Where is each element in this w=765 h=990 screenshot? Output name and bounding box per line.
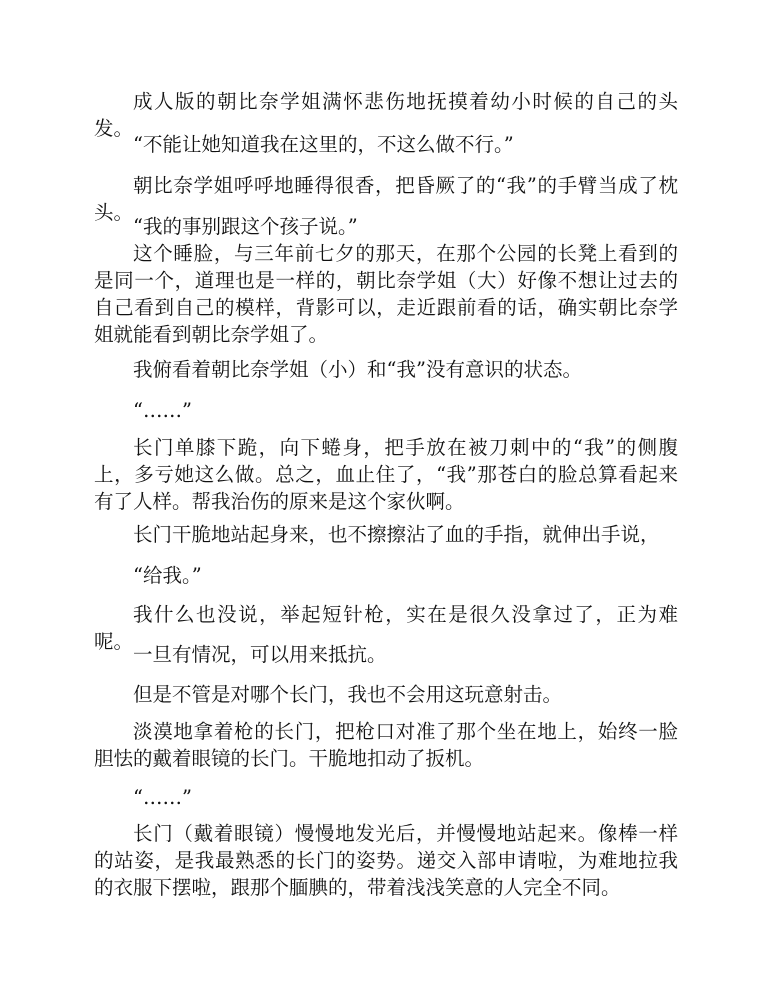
paragraph: 长门干脆地站起身来，也不擦擦沾了血的手指，就伸出手说， <box>133 523 660 546</box>
paragraph: “不能让她知道我在这里的，不这么做不行。” <box>133 133 514 156</box>
paragraph: 这个睡脸，与三年前七夕的那天，在那个公园的长凳上看到的是同一个，道理也是一样的，朝比奈学姐（大）好像不想让过去的自己看到自己的模样，背影可以，走近跟前看的话，确实朝比奈学姐就能看到朝比奈学姐了。 <box>94 242 678 346</box>
paragraph: “……” <box>133 399 192 422</box>
paragraph: 成人版的朝比奈学姐满怀悲伤地抚摸着幼小时候的自己的头发。 <box>94 90 678 140</box>
paragraph: 我俯看着朝比奈学姐（小）和“我”没有意识的状态。 <box>133 358 582 381</box>
paragraph: “我的事别跟这个孩子说。” <box>133 215 358 238</box>
paragraph: 长门单膝下跪，向下蜷身，把手放在被刀刺中的“我”的侧腹上，多亏她这么做。总之，血止住了，“我”那苍白的脸总算看起来有了人样。帮我治伤的原来是这个家伙啊。 <box>94 436 678 513</box>
paragraph: 但是不管是对哪个长门，我也不会用这玩意射击。 <box>133 683 563 706</box>
paragraph: 淡漠地拿着枪的长门，把枪口对准了那个坐在地上，始终一脸胆怯的戴着眼镜的长门。干脆地扣动了扳机。 <box>94 720 678 770</box>
paragraph: 朝比奈学姐呼呼地睡得很香，把昏厥了的“我”的手臂当成了枕头。 <box>94 174 678 224</box>
paragraph: 我什么也没说，举起短针枪，实在是很久没拿过了，正为难呢。 <box>94 603 678 653</box>
paragraph: “给我。” <box>133 564 202 587</box>
paragraph: 长门（戴着眼镜）慢慢地发光后，并慢慢地站起来。像棒一样的站姿，是我最熟悉的长门的姿势。递交入部申请啦，为难地拉我的衣服下摆啦，跟那个腼腆的，带着浅浅笑意的人完全不同。 <box>94 822 678 899</box>
paragraph: “……” <box>133 786 192 809</box>
paragraph: 一旦有情况，可以用来抵抗。 <box>133 643 387 666</box>
